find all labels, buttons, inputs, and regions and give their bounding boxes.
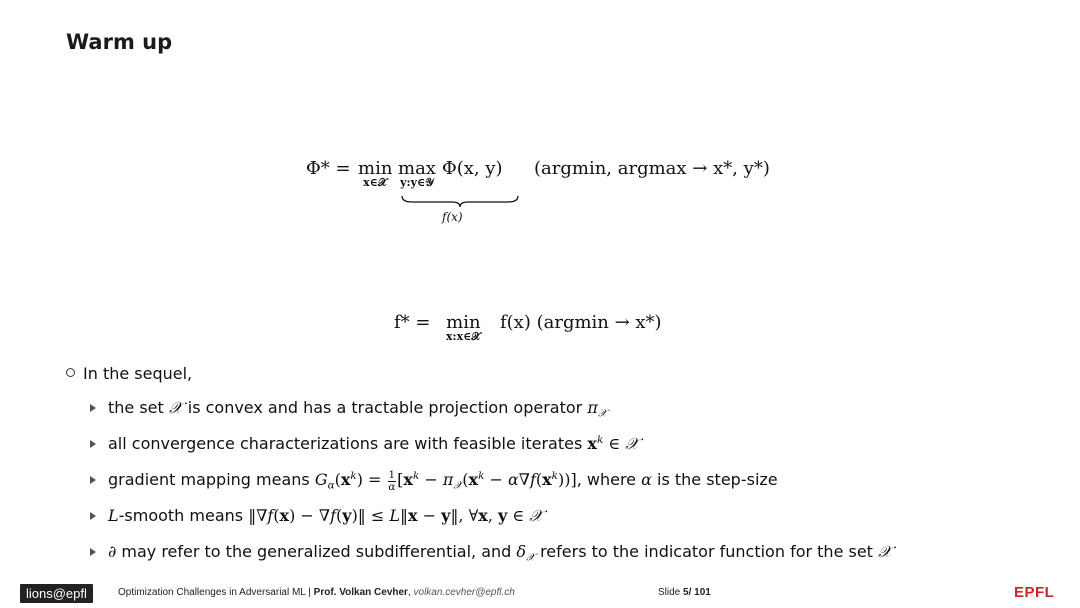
bullet-text: gradient mapping means bbox=[108, 470, 315, 489]
slide-label: Slide bbox=[658, 587, 684, 598]
slide-title: Warm up bbox=[66, 30, 173, 54]
list-item bbox=[90, 470, 892, 506]
email-link[interactable]: volkan.cevher@epfl.ch bbox=[413, 587, 515, 598]
L-symbol: L bbox=[108, 506, 119, 525]
eq1-lhs: Φ* = bbox=[306, 158, 351, 179]
epfl-logo: EPFL bbox=[1014, 584, 1055, 601]
smoothness-math: ‖∇f(x) − ∇f(y)‖ ≤ L‖x − y‖, ∀x, y ∈ 𝒳 bbox=[248, 506, 544, 525]
set-symbol: 𝒳 bbox=[168, 398, 183, 417]
equation-min bbox=[392, 310, 692, 350]
iterate-math: $x^k$ ∈ 𝒳 bbox=[587, 433, 640, 453]
triangle-bullet-icon bbox=[90, 404, 96, 412]
eq1-min-op: min bbox=[358, 158, 393, 179]
eq1-body: Φ(x, y) bbox=[442, 158, 503, 179]
eq2-min-sub: x:x∈𝒳 bbox=[446, 330, 481, 343]
eq2-lhs: f* = bbox=[394, 312, 431, 333]
bullet-text: the set bbox=[108, 398, 169, 417]
eq1-max-op: max bbox=[398, 158, 436, 179]
bullet-text: is the step-size bbox=[651, 470, 778, 489]
eq2-min bbox=[446, 312, 481, 344]
slide-footer bbox=[0, 582, 1080, 608]
list-item bbox=[90, 434, 892, 470]
lions-logo: lions@epfl bbox=[20, 584, 93, 603]
eq2-rest: f(x) (argmin → x*) bbox=[500, 312, 662, 333]
partial-symbol: ∂ bbox=[108, 542, 117, 561]
eq1-max-sub: y:y∈𝒴 bbox=[400, 176, 434, 189]
set-symbol: 𝒳 bbox=[878, 542, 892, 561]
bullet-text: -smooth means bbox=[118, 506, 249, 525]
underbrace-icon bbox=[400, 194, 520, 208]
gradient-mapping-math: $G_\alpha(x^k)$ = $\frac{1}{\alpha}$ $[x^k - \pi_𝒳(x^k - \alpha\nabla f(x^k))]$ bbox=[314, 469, 577, 493]
eq1-max bbox=[398, 158, 436, 190]
eq2-min-op: min bbox=[446, 312, 481, 333]
bullet-text: may refer to the generalized subdifferential, and bbox=[116, 542, 517, 561]
pi-symbol: π bbox=[587, 398, 598, 417]
bullet-list bbox=[90, 398, 892, 578]
fraction: $\frac{1}{\alpha}$ bbox=[388, 469, 396, 493]
list-item bbox=[90, 542, 892, 578]
list-item bbox=[90, 398, 892, 434]
eq1-min-sub: x∈𝒳 bbox=[363, 176, 388, 189]
equation-minmax bbox=[300, 156, 790, 236]
slide-number bbox=[658, 587, 711, 598]
indicator-math: $\delta_𝒳$ bbox=[516, 542, 535, 564]
course-name: Optimization Challenges in Adversarial ML | bbox=[118, 587, 314, 598]
circle-bullet-icon bbox=[66, 368, 75, 377]
eq1-brace-label: f(x) bbox=[442, 210, 463, 224]
separator: , bbox=[407, 587, 414, 598]
bullet-text: refers to the indicator function for the set bbox=[534, 542, 879, 561]
triangle-bullet-icon bbox=[90, 548, 96, 556]
pi-subscript: 𝒳 bbox=[597, 407, 607, 420]
eq1-min bbox=[358, 158, 392, 190]
triangle-bullet-icon bbox=[90, 476, 96, 484]
list-item bbox=[90, 506, 892, 542]
lead-text: In the sequel, bbox=[83, 364, 193, 383]
eq1-argminmax: (argmin, argmax → x*, y*) bbox=[534, 158, 770, 179]
bullet-text: is convex and has a tractable projection operator bbox=[182, 398, 588, 417]
lead-bullet bbox=[66, 364, 192, 383]
triangle-bullet-icon bbox=[90, 512, 96, 520]
footer-text bbox=[118, 587, 515, 598]
slide-count: 5/ 101 bbox=[683, 587, 711, 598]
alpha-symbol: α bbox=[641, 470, 652, 489]
triangle-bullet-icon bbox=[90, 440, 96, 448]
professor-name: Prof. Volkan Cevher bbox=[313, 587, 408, 598]
bullet-text: all convergence characterizations are with feasible iterates bbox=[108, 434, 588, 453]
bullet-text: , where bbox=[576, 470, 642, 489]
